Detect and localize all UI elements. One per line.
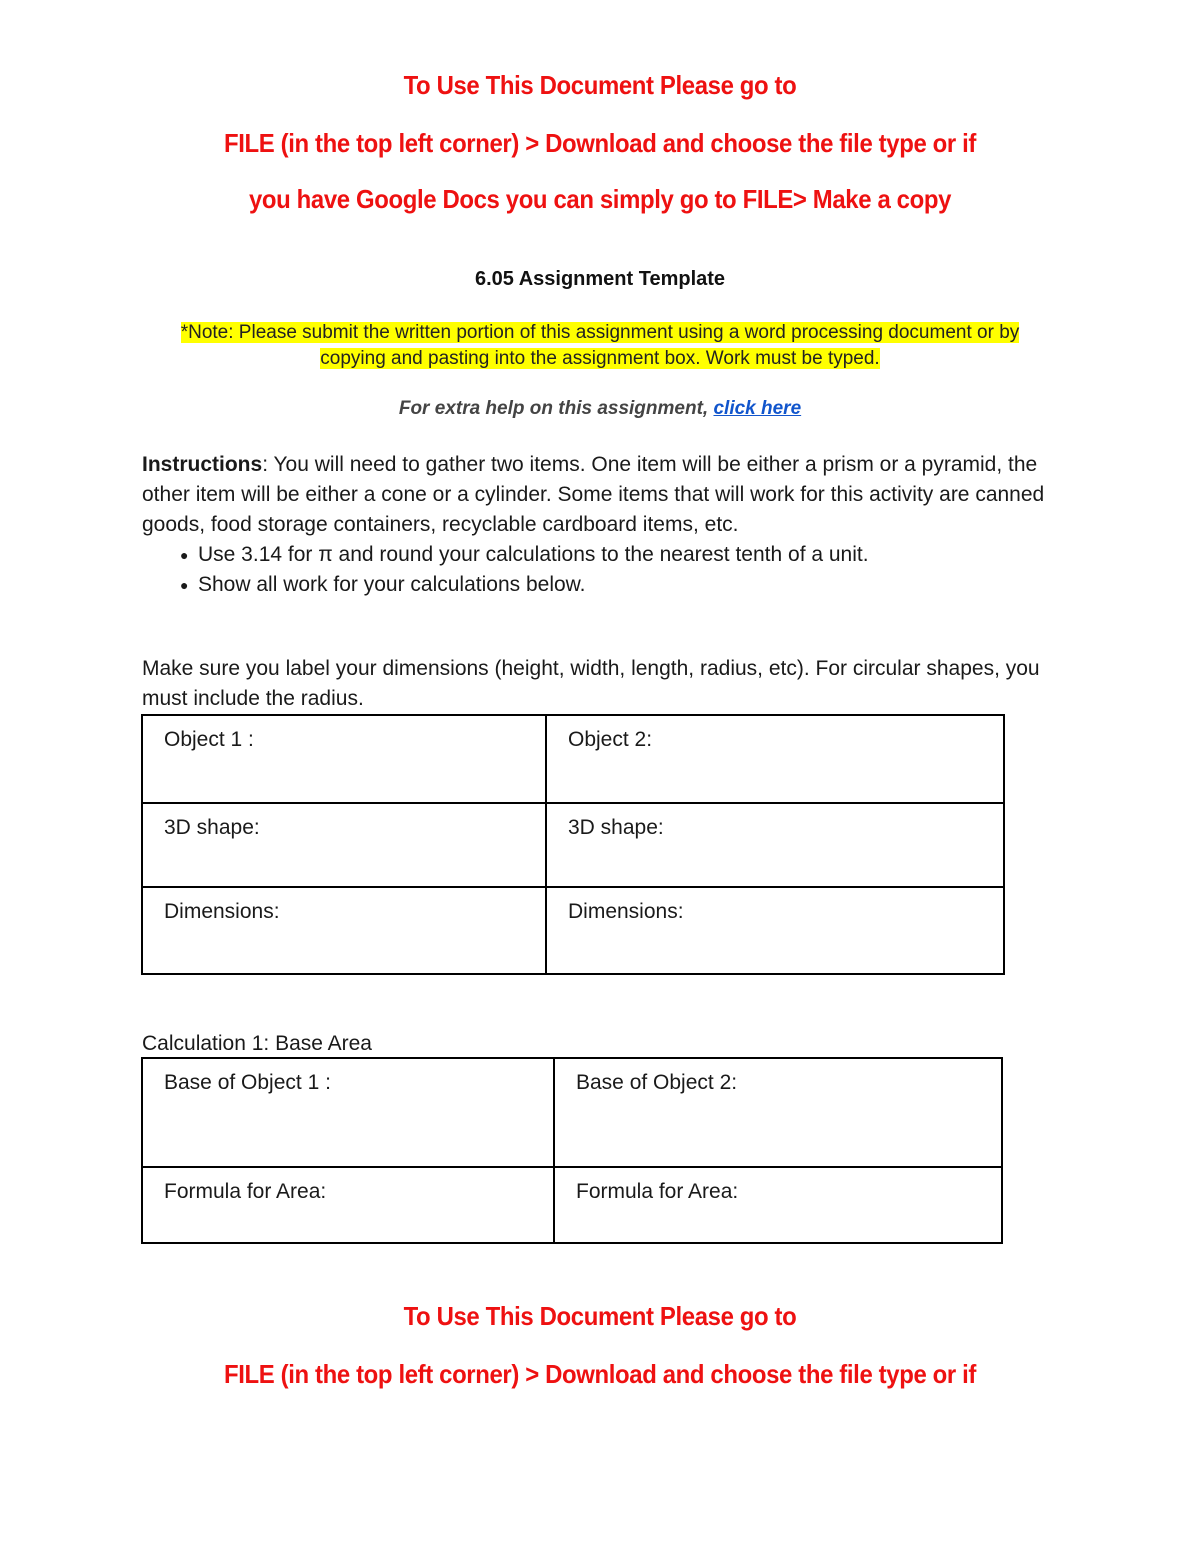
extra-help: [0, 398, 1200, 420]
object-2-shape-cell[interactable]: 3D shape:: [546, 803, 1004, 887]
table-row: [142, 715, 1004, 803]
banner-top-line-3: you have Google Docs you can simply go to FILE> Make a copy: [248, 184, 952, 214]
document-title: 6.05 Assignment Template: [474, 268, 726, 290]
banner-bottom-line-1: To Use This Document Please go to: [403, 1301, 797, 1331]
extra-help-text: For extra help on this assignment,: [398, 398, 714, 419]
table-row: [142, 803, 1004, 887]
banner-top-line-1: To Use This Document Please go to: [403, 70, 797, 100]
list-item: [180, 540, 1060, 570]
list-item: [180, 570, 1060, 600]
object-2-dimensions-cell[interactable]: Dimensions:: [546, 887, 1004, 974]
bullet-text: Show all work for your calculations below.: [198, 573, 586, 596]
table-row: [142, 1058, 1002, 1167]
base-object-1-cell[interactable]: Base of Object 1 :: [142, 1058, 554, 1167]
base-object-2-cell[interactable]: Base of Object 2:: [554, 1058, 1002, 1167]
calculation-1-label: Calculation 1: Base Area: [142, 1032, 372, 1055]
objects-table: [141, 714, 1005, 975]
banner-top-line-2: FILE (in the top left corner) > Download and choose the file type or if: [224, 128, 976, 158]
instructions-paragraph: [142, 450, 1072, 540]
click-here-link[interactable]: click here: [713, 398, 802, 419]
banner-bottom-line-2: FILE (in the top left corner) > Download and choose the file type or if: [224, 1359, 976, 1389]
instructions-bullet-list: [180, 540, 1060, 600]
note-line-2: copying and pasting into the assignment box. Work must be typed.: [320, 348, 880, 369]
formula-object-1-cell[interactable]: Formula for Area:: [142, 1167, 554, 1243]
table-row: [142, 887, 1004, 974]
object-1-cell[interactable]: Object 1 :: [142, 715, 546, 803]
bullet-icon: ●: [180, 577, 189, 593]
bullet-text: Use 3.14 for π and round your calculations to the nearest tenth of a unit.: [198, 543, 869, 566]
base-area-table: [141, 1057, 1003, 1244]
object-1-dimensions-cell[interactable]: Dimensions:: [142, 887, 546, 974]
instructions-text: : You will need to gather two items. One item will be either a prism or a pyramid, the other item will be either a cone or a cylinder. Some items that will work for this activity are canned goods, food storage containers, recyclable cardboard items, etc.: [142, 453, 1045, 536]
note-line-1: *Note: Please submit the written portion of this assignment using a word processing document or by: [180, 322, 1020, 343]
formula-object-2-cell[interactable]: Formula for Area:: [554, 1167, 1002, 1243]
submission-note: [120, 320, 1080, 372]
bullet-icon: ●: [180, 547, 189, 563]
object-1-shape-cell[interactable]: 3D shape:: [142, 803, 546, 887]
table-row: [142, 1167, 1002, 1243]
object-2-cell[interactable]: Object 2:: [546, 715, 1004, 803]
instructions-label: Instructions: [142, 453, 263, 476]
dimensions-note: Make sure you label your dimensions (height, width, length, radius, etc). For circular shapes, you must include the radius.: [142, 657, 1040, 710]
